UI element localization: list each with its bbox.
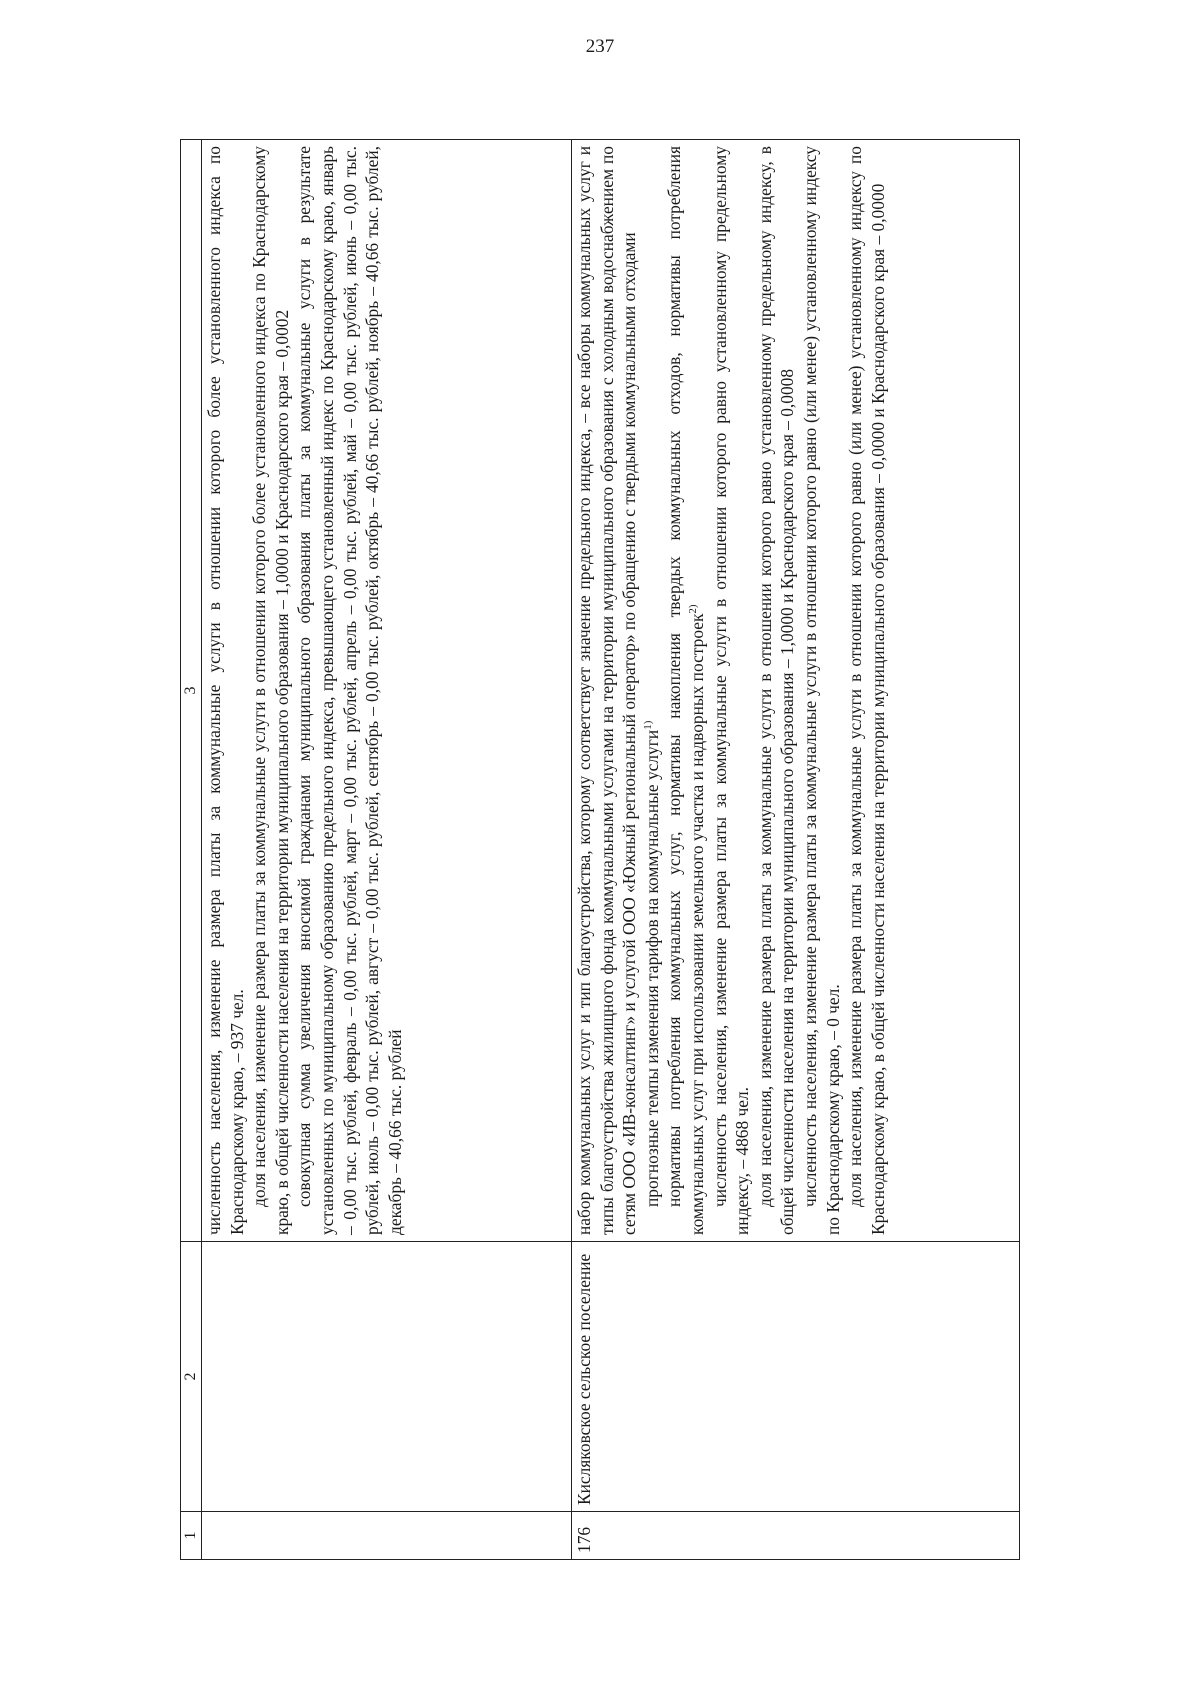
paragraph-text: прогнозные темпы изменения тарифов на коммунальные услуги [641,729,662,1207]
paragraph: доля населения, изменение размера платы за коммунальные услуги в отношении которого более установленного индекса по Краснодарскому краю, в общей численности населения на территории муниципального образования – 1,0000 и Краснодарского края – 0,0002 [249,146,292,1235]
header-cell-2: 2 [181,1242,202,1512]
description-cell [202,140,572,1242]
header-cell-3: 3 [181,140,202,1242]
table-row [572,140,1020,1560]
paragraph: численность населения, изменение размера платы за коммунальные услуги в отношении которого более установленного индекса по Краснодарскому краю, – 937 чел. [204,146,247,1235]
paragraph: доля населения, изменение размера платы за коммунальные услуги в отношении которого равно установленному предельному индексу, в общей численности населения на территории муниципального образования – 1,0000 и Краснодарского края – 0,0008 [754,146,798,1235]
footnote-mark: 2) [687,604,700,614]
page-number: 237 [585,36,615,57]
table-row [202,140,572,1560]
header-cell-1: 1 [181,1512,202,1560]
paragraph: совокупная сумма увеличения вносимой гражданами муниципального образования платы за коммунальные услуги в результате установленных по муниципальному образованию предельного индекса, превышающего установленный индекс по Краснодарскому краю, январь – 0,00 тыс. рублей, февраль – 0,00 тыс. рублей, март – 0,00 тыс. рублей, апрель – 0,00 тыс. рублей, май – 0,00 тыс. рублей, июнь – 0,00 тыс. рублей, июль – 0,00 тыс. рублей, август – 0,00 тыс. рублей, сентябрь – 0,00 тыс. рублей, октябрь – 40,66 тыс. рублей, ноябрь – 40,66 тыс. рублей, декабрь – 40,66 тыс. рублей [294,146,405,1235]
table-header-row [181,140,202,1560]
paragraph: набор коммунальных услуг и тип благоустройства, которому соответствует значение предельного индекса, – все наборы коммунальных услуг и типы благоустройства жилищного фонда коммунальными услугами на территории муниципального образования с холодным водоснабжением по сетям ООО «ИВ-консалтинг» и услугой ООО «Южный региональный оператор» по обращению с твердыми коммунальными отходами [574,146,640,1235]
footnote-mark: 1) [641,720,654,730]
row-number-cell: 176 [572,1512,1020,1560]
row-number-cell [202,1512,572,1560]
data-table [180,139,1020,1560]
paragraph [663,146,708,1235]
municipality-name-cell [202,1242,572,1512]
paragraph: численность населения, изменение размера платы за коммунальные услуги в отношении которого равно (или менее) установленному индексу по Краснодарскому краю, – 0 чел. [799,146,843,1235]
description-cell [572,140,1020,1242]
paragraph: численность населения, изменение размера платы за коммунальные услуги в отношении которого равно установленному предельному индексу, – 4868 чел. [709,146,753,1235]
municipality-name-cell: Кисляковское сельское поселение [572,1242,1020,1512]
paragraph-text: нормативы потребления коммунальных услуг, нормативы накопления твердых коммунальных отходов, нормативы потребления коммунальных услуг при использовании земельного участка и надворных построек [664,146,707,1235]
paragraph [641,146,664,1235]
paragraph: доля населения, изменение размера платы за коммунальные услуги в отношении которого равно (или менее) установленному индексу по Краснодарскому краю, в общей численности населения на территории муниципального образования – 0,0000 и Краснодарского края – 0,0000 [845,146,888,1235]
rotated-table-wrapper [180,140,1020,1560]
